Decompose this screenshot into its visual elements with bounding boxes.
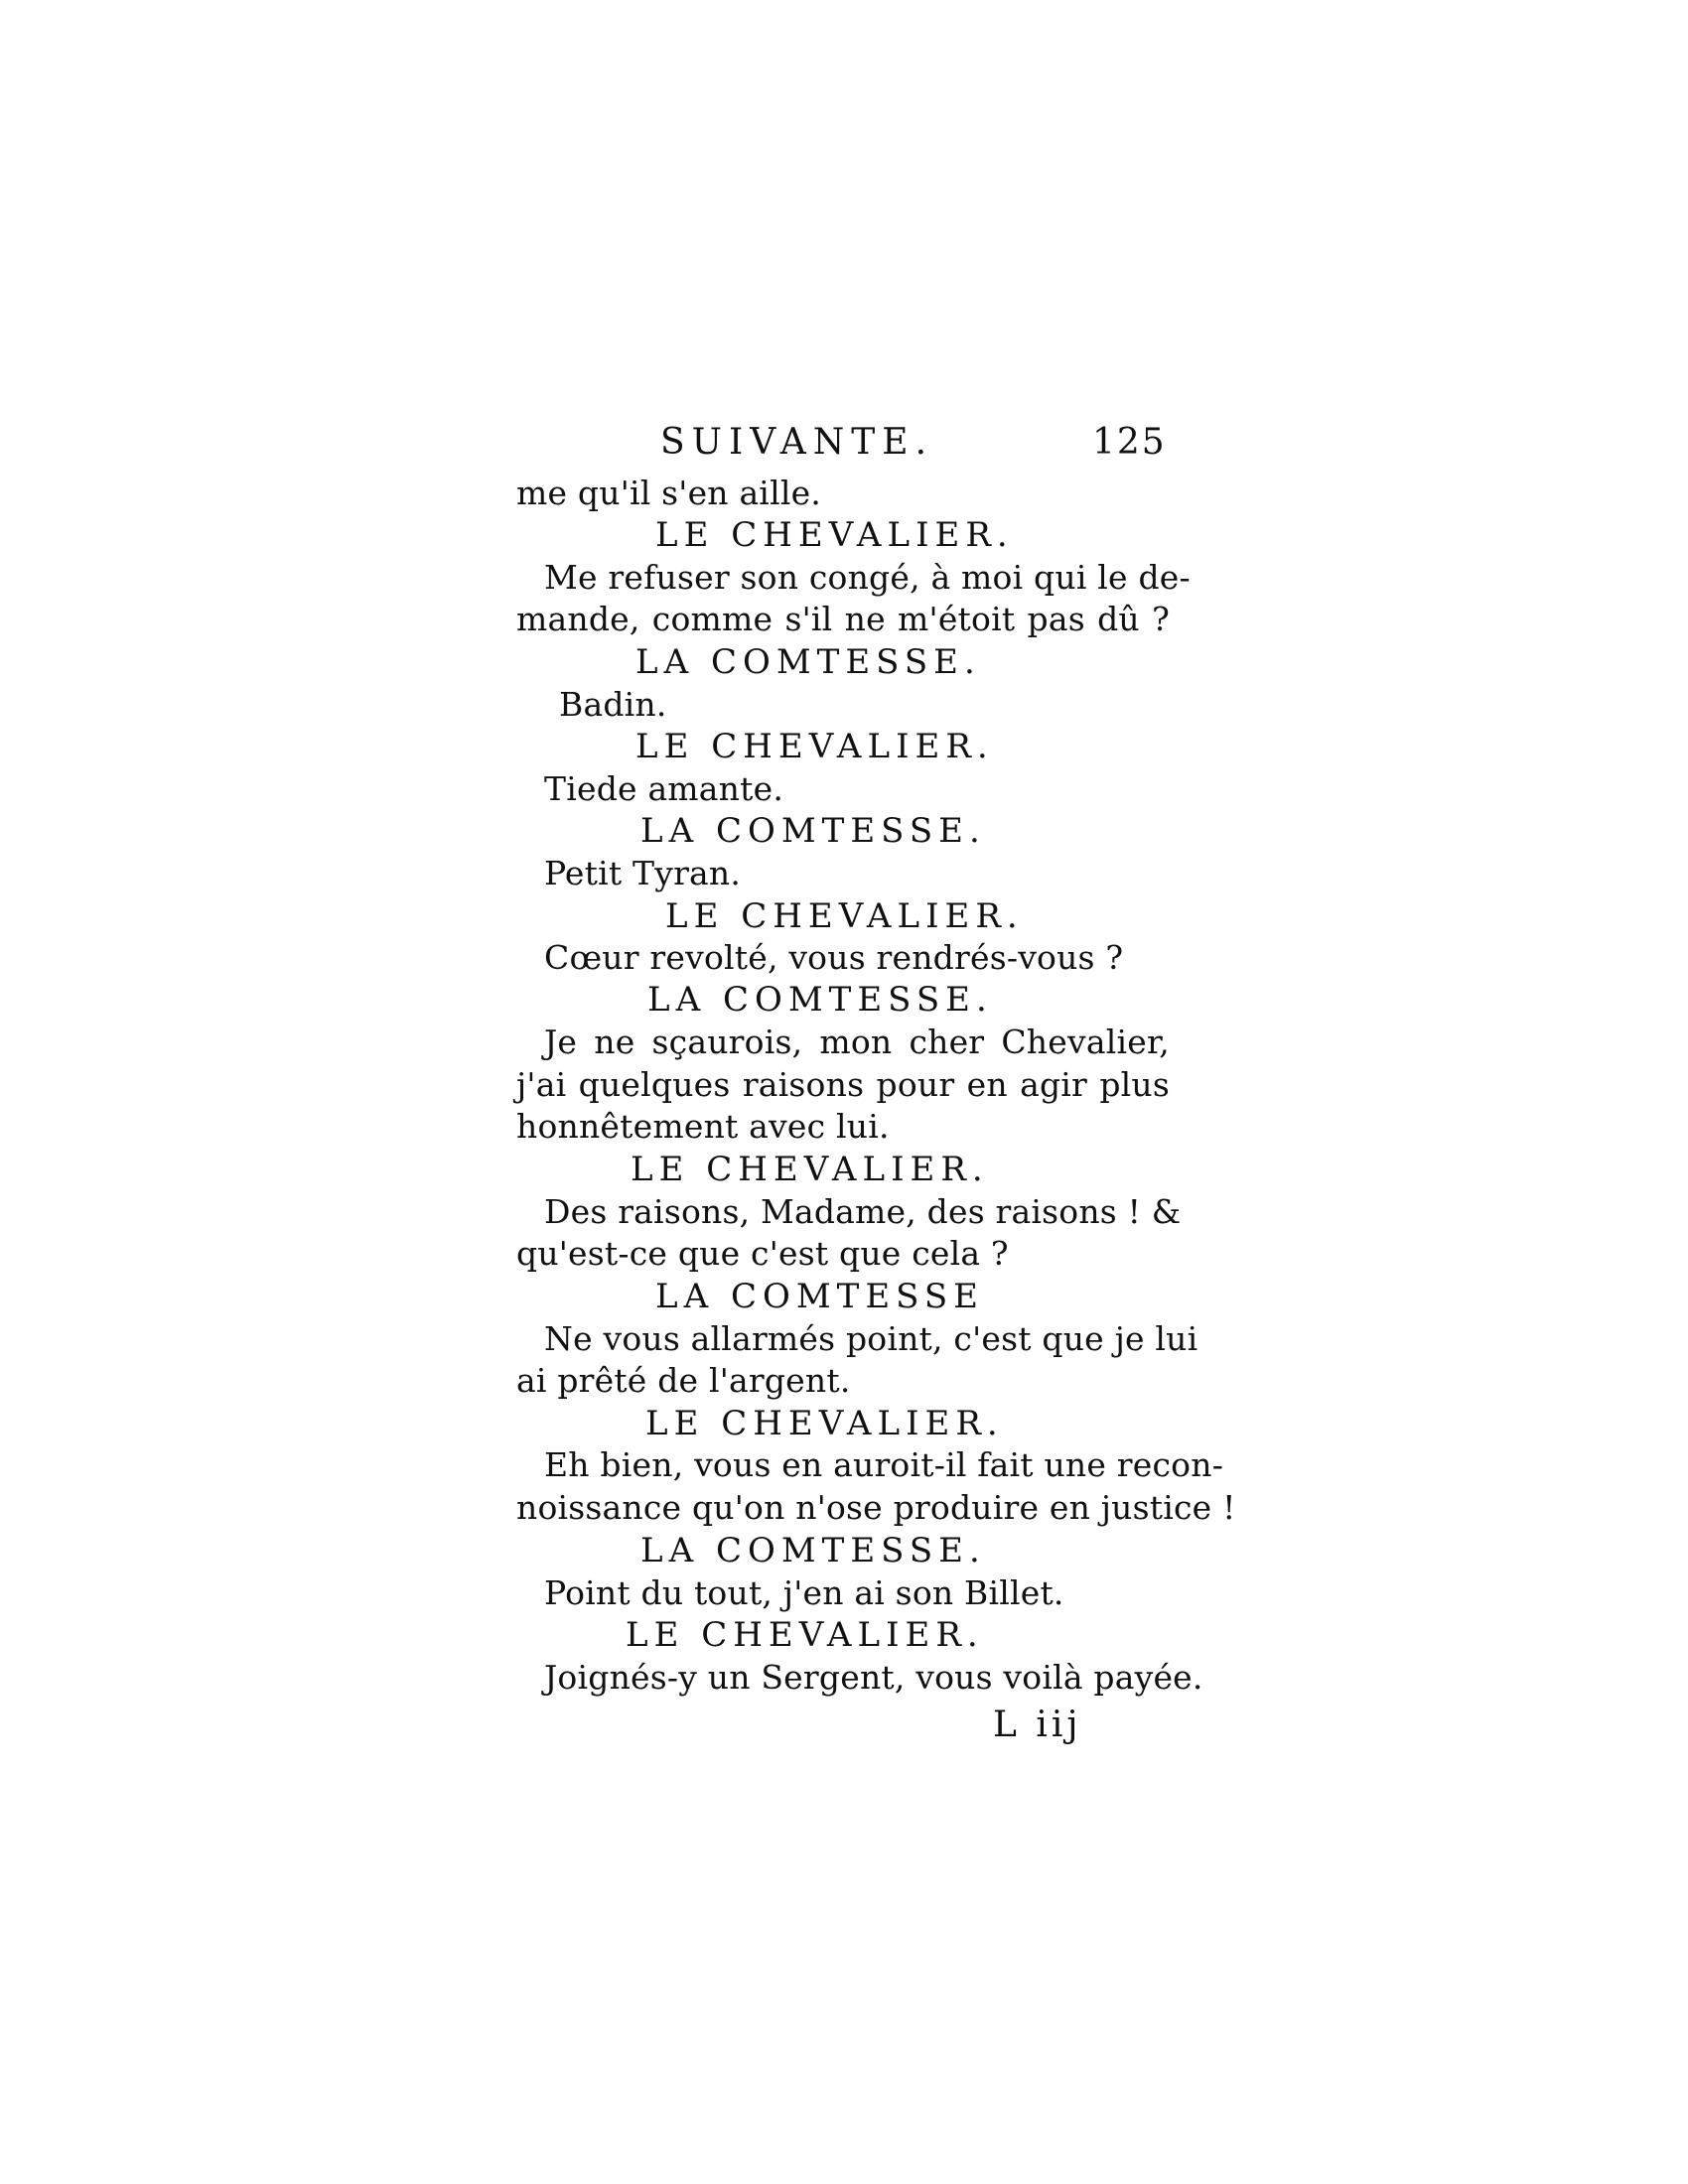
text-line: Petit Tyran. xyxy=(544,854,742,892)
text-line: j'ai quelques raisons pour en agir plus xyxy=(516,1065,1170,1104)
speaker-heading: LE CHEVALIER. xyxy=(645,1404,1004,1443)
speaker-heading: LA COMTESSE. xyxy=(640,811,986,851)
speaker-heading: LE CHEVALIER. xyxy=(626,1615,984,1655)
text-line: Cœur revolté, vous rendrés-vous ? xyxy=(544,938,1124,977)
text-line: ai prêté de l'argent. xyxy=(516,1361,851,1400)
text-line: noissance qu'on n'ose produire en justice ! xyxy=(516,1488,1236,1527)
text-line: Tiede amante. xyxy=(544,769,784,808)
text-line: me qu'il s'en aille. xyxy=(516,474,821,512)
speaker-heading: LA COMTESSE. xyxy=(647,980,993,1020)
text-line: Point du tout, j'en ai son Billet. xyxy=(544,1573,1064,1612)
speaker-heading: LE CHEVALIER. xyxy=(631,1150,989,1189)
speaker-heading: LE CHEVALIER. xyxy=(665,896,1024,936)
signature-mark: L iij xyxy=(993,1705,1082,1745)
speaker-heading: LE CHEVALIER. xyxy=(635,727,994,766)
text-line: mande, comme s'il ne m'étoit pas dû ? xyxy=(516,600,1170,638)
speaker-heading: LA COMTESSE. xyxy=(635,642,981,682)
text-line: Eh bien, vous en auroit-il fait une recon- xyxy=(544,1445,1224,1484)
text-line: Ne vous allarmés point, c'est que je lui xyxy=(544,1319,1198,1358)
speaker-heading: LA COMTESSE. xyxy=(640,1531,986,1570)
text-line: Me refuser son congé, à moi qui le de- xyxy=(544,558,1191,597)
page-number: 125 xyxy=(1092,422,1167,463)
text-line: honnêtement avec lui. xyxy=(516,1107,890,1146)
text-line: qu'est-ce que c'est que cela ? xyxy=(516,1234,1009,1273)
text-line: Des raisons, Madame, des raisons ! & xyxy=(544,1192,1182,1231)
speaker-heading: LE CHEVALIER. xyxy=(655,515,1014,555)
text-line: Badin. xyxy=(559,685,667,724)
speaker-heading: LA COMTESSE xyxy=(655,1277,984,1316)
text-line: Joignés-y un Sergent, vous voilà payée. xyxy=(544,1658,1203,1697)
running-title: SUIVANTE. xyxy=(660,422,934,463)
text-line: Je ne sçaurois, mon cher Chevalier, xyxy=(544,1023,1170,1061)
